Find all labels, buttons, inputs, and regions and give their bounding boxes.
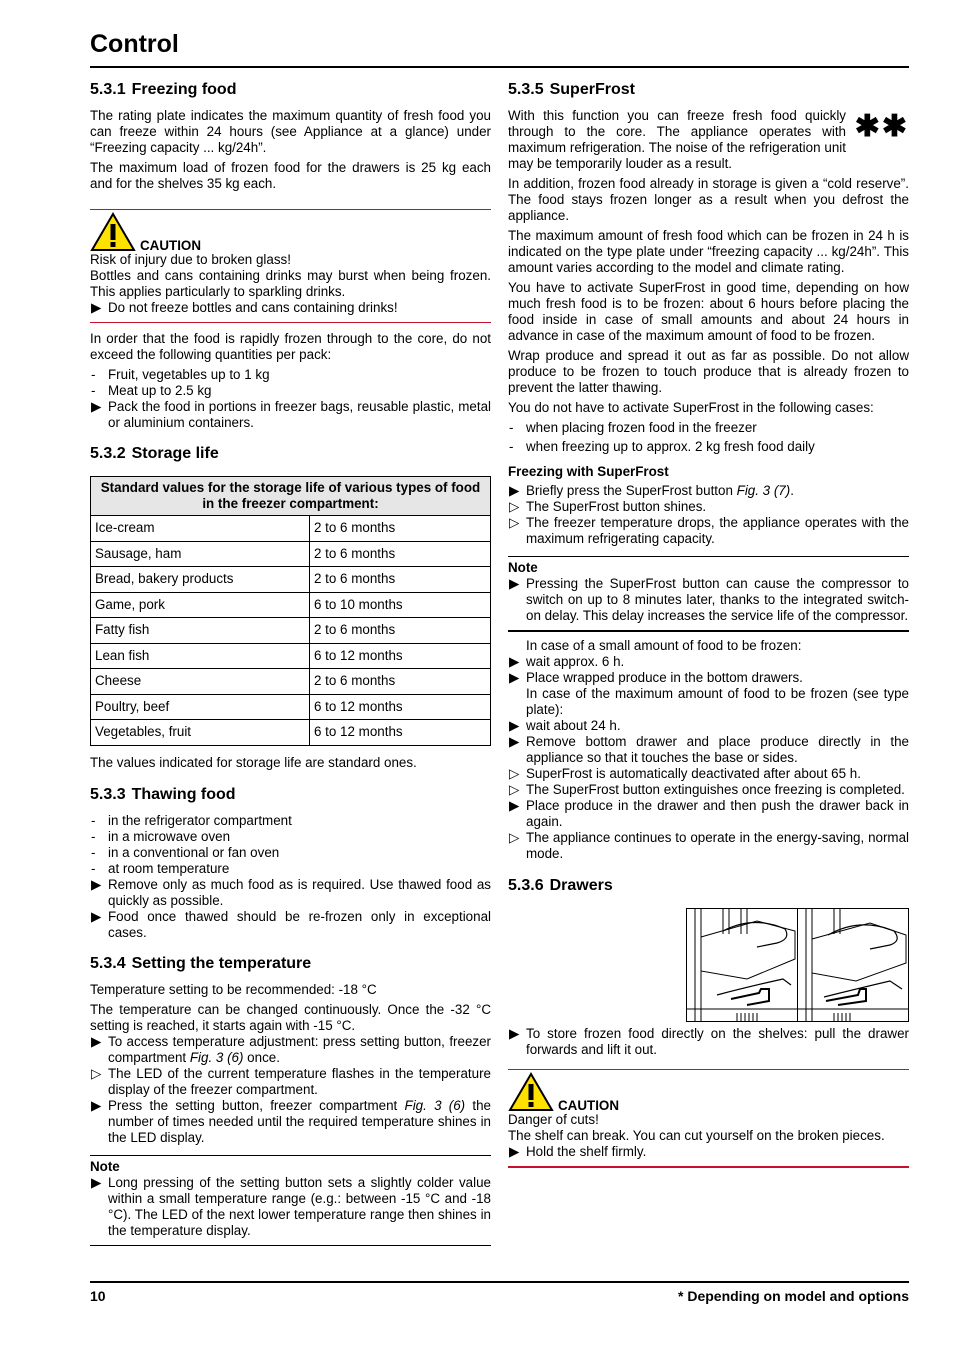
footnote: * Depending on model and options (678, 1288, 909, 1304)
food-cell: Fatty fish (91, 618, 310, 644)
list-item: ▷ SuperFrost is automatically deactivated after about 65 h. (509, 766, 861, 781)
list-item: ▶ Pressing the SuperFrost button can cause the compressor to switch on up to 8 minutes later, thanks to the integrated switch-on delay. This delay increases the service life of the compressor. (509, 576, 909, 623)
paragraph: In order that the food is rapidly frozen through to the core, do not exceed the following quantities per pack: (90, 331, 491, 362)
list-item: ▶ Long pressing of the setting button sets a slightly colder value within a small temperature range (e.g.: between -15 °C and -18 °C). The LED of the next lower temperature range then shines in the temperature display. (91, 1174, 491, 1238)
paragraph: The maximum load of frozen food for the drawers is 25 kg each and for the shelves 35 kg each. (90, 160, 491, 191)
food-cell: Bread, bakery products (91, 567, 310, 593)
section-heading-5-3-6: 5.3.6 Drawers (508, 877, 613, 894)
paragraph: You have to activate SuperFrost in good time, depending on how much fresh food is to be frozen: about 6 hours before placing the food inside in case of small amounts and about 24 hours in advance in case of the maximum amount of food to be frozen. (508, 280, 909, 343)
figure-reference: Fig. 3 (6) (404, 1097, 466, 1113)
section-heading-5-3-2: 5.3.2 Storage life (90, 445, 219, 462)
storage-life-cell: 2 to 6 months (310, 567, 491, 593)
section-heading-5-3-3: 5.3.3 Thawing food (90, 785, 236, 803)
storage-life-cell: 2 to 6 months (310, 541, 491, 567)
table-header: Standard values for the storage life of various types of food in the freezer compartment: (91, 477, 491, 516)
food-cell: Lean fish (91, 643, 310, 669)
storage-life-table (90, 476, 491, 746)
caution-label: CAUTION (558, 1098, 619, 1113)
list-item: ▶ Remove only as much food as is required. Use thawed food as quickly as possible. (91, 876, 491, 908)
list-item: ▶ Place wrapped produce in the bottom drawers. In case of the maximum amount of food to be frozen (see type plate): (509, 670, 909, 717)
food-cell: Cheese (91, 669, 310, 695)
caution-text: The shelf can break. You can cut yourself on the broken pieces. (508, 1128, 885, 1143)
note-label: Note (508, 560, 538, 575)
list-item: ▶ Briefly press the SuperFrost button Fig. 3 (7). (509, 483, 794, 498)
list-item: ▶ To store frozen food directly on the shelves: pull the drawer forwards and lift it out. (509, 1026, 909, 1057)
table-row (91, 516, 491, 542)
paragraph: You do not have to activate SuperFrost in the following cases: (508, 400, 874, 415)
list-item: ▶ Press the setting button, freezer compartment Fig. 3 (6) the number of times needed until the required temperature shines in the LED display. (91, 1097, 491, 1145)
caution-label: CAUTION (140, 238, 201, 253)
table-row (91, 643, 491, 669)
warning-icon (90, 212, 136, 252)
paragraph: The maximum amount of fresh food which can be frozen in 24 h is indicated on the type plate under “freezing capacity ... kg/24h”. This amount varies according to the model and climate rating. (508, 228, 909, 275)
list-item: - at room temperature (91, 860, 230, 876)
food-cell: Game, pork (91, 592, 310, 618)
list-item: ▶ To access temperature adjustment: press setting button, freezer compartment Fig. 3 (6) once. (91, 1033, 491, 1065)
storage-life-cell: 6 to 12 months (310, 694, 491, 720)
list-item: - in the refrigerator compartment (91, 812, 292, 828)
drawer-illustration-image (686, 908, 798, 1022)
list-item: ▷ The SuperFrost button extinguishes once freezing is completed. (509, 782, 905, 797)
food-cell: Vegetables, fruit (91, 720, 310, 746)
storage-life-cell: 6 to 12 months (310, 643, 491, 669)
section-heading-5-3-5: 5.3.5 SuperFrost (508, 81, 635, 98)
drawer-illustration-image (798, 908, 909, 1022)
section-heading-5-3-4: 5.3.4 Setting the temperature (90, 954, 312, 972)
storage-life-cell: 6 to 10 months (310, 592, 491, 618)
caution-box (508, 1070, 909, 1160)
table-row (91, 720, 491, 746)
paragraph: The rating plate indicates the maximum quantity of fresh food you can freeze within 24 hours (see Appliance at a glance) under “Freezing capacity ... kg/24h”. (90, 108, 491, 155)
storage-life-cell: 2 to 6 months (310, 516, 491, 542)
footer-rule (90, 1281, 909, 1283)
right-column (508, 80, 909, 1168)
paragraph: Wrap produce and spread it out as far as possible. Do not allow produce to be frozen to touch produce that is already frozen to prevent the latter thawing. (508, 348, 909, 395)
table-row (91, 567, 491, 593)
paragraph: In addition, frozen food already in storage is given a “cold reserve”. The food stays frozen longer as a result when you defrost the appliance. (508, 176, 909, 223)
paragraph: The temperature can be changed continuously. Once the -32 °C setting is reached, it starts again with -15 °C. (90, 1001, 491, 1033)
table-note: The values indicated for storage life are standard ones. (90, 754, 417, 770)
list-item: ▶ wait about 24 h. (509, 718, 621, 733)
list-item: ▶ Pack the food in portions in freezer bags, reusable plastic, metal or aluminium containers. (91, 399, 491, 430)
list-item: ▷ The LED of the current temperature flashes in the temperature display of the freezer compartment. (91, 1065, 491, 1097)
paragraph: Temperature setting to be recommended: -18 °C (90, 981, 377, 997)
food-cell: Sausage, ham (91, 541, 310, 567)
food-cell: Poultry, beef (91, 694, 310, 720)
caution-box (90, 210, 491, 316)
caution-text: Bottles and cans containing drinks may burst when being frozen. This applies particularly to sparkling drinks. (90, 268, 491, 299)
left-column (90, 80, 491, 1246)
storage-life-cell: 6 to 12 months (310, 720, 491, 746)
list-item: - in a conventional or fan oven (91, 844, 280, 860)
table-row (91, 694, 491, 720)
list-item: - in a microwave oven (91, 828, 231, 844)
list-item: ▶ Remove bottom drawer and place produce directly in the appliance so that it touches the base or sides. (509, 734, 909, 765)
list-item: ▷ The appliance continues to operate in the energy-saving, normal mode. (509, 830, 909, 861)
table-row (91, 618, 491, 644)
snowflake-icon: ✱✱ (854, 110, 909, 143)
list-item: ▶ wait approx. 6 h. (509, 654, 625, 669)
list-item: ▷ The freezer temperature drops, the appliance operates with the maximum refrigerating capacity. (509, 515, 909, 546)
list-item: ▶ Hold the shelf firmly. (509, 1144, 647, 1159)
list-item: - when freezing up to approx. 2 kg fresh food daily (509, 439, 815, 454)
note-bottom-rule (90, 1245, 491, 1246)
table-row (91, 669, 491, 695)
list-item: ▶ Food once thawed should be re-frozen only in exceptional cases. (91, 908, 491, 940)
caution-bottom-rule (508, 1166, 909, 1168)
warning-icon (508, 1072, 554, 1112)
list-item: - when placing frozen food in the freezer (509, 420, 757, 435)
caution-text: Risk of injury due to broken glass! (90, 252, 291, 267)
paragraph: With this function you can freeze fresh food quickly through to the core. The appliance operates with maximum refrigeration. The noise of the refrigeration unit may be temporarily louder as a result. (508, 108, 846, 171)
list-item: ▶ Do not freeze bottles and cans containing drinks! (91, 300, 398, 315)
subheading: Freezing with SuperFrost (508, 464, 669, 479)
figure-reference: Fig. 3 (6) (189, 1049, 244, 1065)
storage-life-cell: 2 to 6 months (310, 618, 491, 644)
figure-reference: Fig. 3 (7) (736, 483, 791, 498)
food-cell: Ice-cream (91, 516, 310, 542)
list-item: ▷ The SuperFrost button shines. (509, 499, 707, 514)
table-row (91, 592, 491, 618)
page-title: Control (90, 30, 179, 58)
section-heading-5-3-1: 5.3.1 Freezing food (90, 81, 237, 98)
note-label: Note (90, 1158, 120, 1174)
drawer-illustrations (508, 908, 909, 1022)
storage-life-cell: 2 to 6 months (310, 669, 491, 695)
table-row (91, 541, 491, 567)
list-item: - Fruit, vegetables up to 1 kg (91, 367, 270, 382)
caution-text: Danger of cuts! (508, 1112, 599, 1127)
paragraph: In case of a small amount of food to be frozen: (526, 638, 802, 653)
title-rule (90, 66, 909, 68)
list-item: - Meat up to 2.5 kg (91, 383, 212, 398)
page-number: 10 (90, 1288, 106, 1304)
list-item: ▶ Place produce in the drawer and then push the drawer back in again. (509, 798, 909, 829)
